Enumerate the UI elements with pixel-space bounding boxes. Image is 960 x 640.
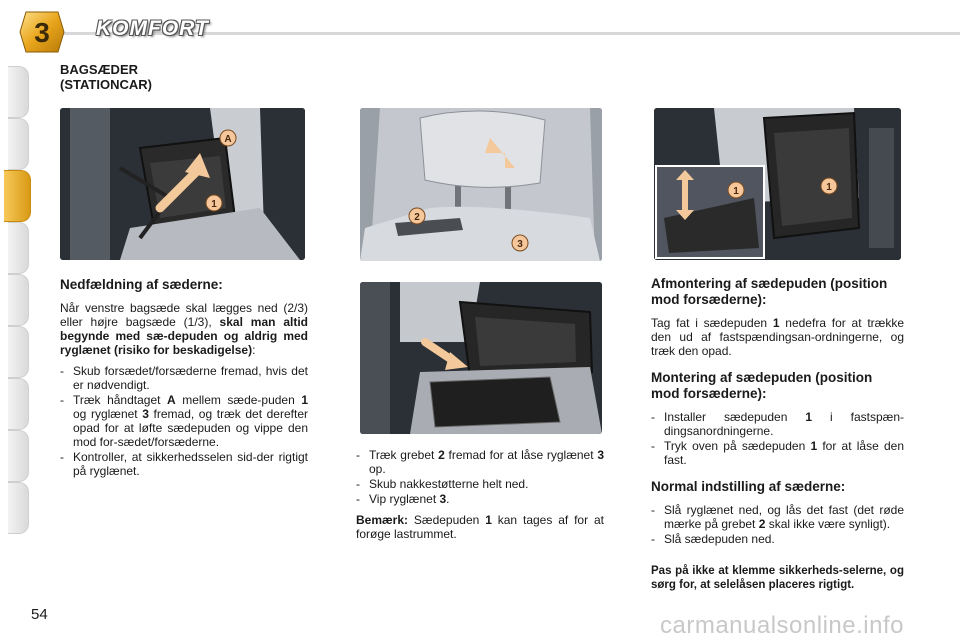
backrest-folded-illustration <box>360 282 602 434</box>
bold-ref: A <box>167 393 176 407</box>
headrest-illustration <box>360 108 602 261</box>
bold-ref: 1 <box>805 410 813 424</box>
text: Tryk oven på sædepuden <box>664 439 811 453</box>
figure-headrest <box>360 108 602 261</box>
side-tab-1[interactable] <box>8 66 29 118</box>
text: Skub forsædet/forsæderne fremad, hvis det er nødvendigt. <box>73 364 308 392</box>
list-item <box>356 477 604 491</box>
callout-label: 1 <box>733 186 739 197</box>
text: Tag fat i sædepuden <box>651 316 773 330</box>
bold-ref: 1 <box>810 439 818 453</box>
bold-ref: 1 <box>301 393 308 407</box>
paragraph-cushion-removal <box>651 316 904 358</box>
side-tab-6[interactable] <box>8 326 29 378</box>
text: fremad for at låse ryglænet <box>444 448 598 462</box>
heading-normal-position: Normal indstilling af sæderne: <box>651 479 846 494</box>
column-backrest <box>356 448 604 548</box>
figure-cushion-removal <box>654 108 901 260</box>
heading-fold-down: Nedfældning af sæderne: <box>60 277 223 292</box>
dash: - <box>651 532 655 546</box>
heading-cushion-removal: Afmontering af sædepuden (position mod forsæderne): <box>651 276 888 307</box>
bold-ref: 3 <box>142 407 149 421</box>
chapter-number: 3 <box>34 17 50 48</box>
page-header <box>0 0 960 52</box>
side-tab-9[interactable] <box>8 482 29 534</box>
column-cushion <box>651 276 904 599</box>
text: Træk grebet <box>369 448 439 462</box>
dash: - <box>356 477 360 491</box>
seat-fold-illustration <box>60 108 305 260</box>
text: mellem sæde-puden <box>175 393 302 407</box>
text: fremad, og træk det derefter opad for at løfte sædepuden og vippe den mod for-sædet/forsæderne. <box>73 407 308 449</box>
watermark: carmanualsonline.info <box>660 612 904 639</box>
section-title: BAGSÆDER (STATIONCAR) <box>60 62 152 92</box>
list-item <box>356 492 604 506</box>
callout-label: A <box>224 134 232 145</box>
callout-label: 1 <box>826 182 832 193</box>
text: Når venstre bagsæde skal lægges ned (2/3) eller højre bagsæde (1/3), <box>60 301 308 329</box>
dash: - <box>651 439 655 453</box>
side-tabs <box>0 66 32 576</box>
text: . <box>446 492 450 506</box>
dash: - <box>356 492 360 506</box>
list-backrest-steps <box>356 448 604 506</box>
dash: - <box>60 450 64 464</box>
text: Sædepuden <box>408 513 486 527</box>
page-number: 54 <box>31 606 48 623</box>
list-item <box>651 410 904 438</box>
bold-ref: 2 <box>438 448 445 462</box>
list-item <box>60 450 308 478</box>
list-fold-steps <box>60 364 308 478</box>
text: Skub nakkestøtterne helt ned. <box>369 477 529 491</box>
side-tab-active[interactable] <box>4 170 31 222</box>
text: Vip ryglænet <box>369 492 440 506</box>
list-item <box>356 448 604 476</box>
text: kan tages af for at forøge lastrummet. <box>356 513 604 541</box>
list-normal-steps <box>651 503 904 546</box>
text: Kontroller, at sikkerhedsselen sid-der rigtigt på ryglænet. <box>73 450 308 478</box>
list-item <box>60 393 308 449</box>
list-item <box>60 364 308 392</box>
text: op. <box>369 462 386 476</box>
list-item <box>651 439 904 467</box>
list-install-steps <box>651 410 904 467</box>
text: Slå ryglænet ned, og lås det fast (det røde mærke på grebet <box>664 503 904 531</box>
bold-ref: 1 <box>772 316 780 330</box>
callout-label: 3 <box>517 239 523 250</box>
column-fold-down <box>60 277 308 485</box>
list-item <box>651 532 904 546</box>
text: Installer sædepuden <box>664 410 806 424</box>
chapter-title: KOMFORT <box>96 17 209 40</box>
dash: - <box>651 410 655 424</box>
bold-ref: 3 <box>439 492 447 506</box>
heading-cushion-install: Montering af sædepuden (position mod forsæderne): <box>651 370 873 401</box>
bold-ref: 2 <box>758 517 766 531</box>
chapter-badge <box>18 8 66 56</box>
paragraph-note <box>356 513 604 541</box>
dash: - <box>651 503 655 517</box>
cushion-removal-illustration <box>654 108 901 260</box>
callout-label: 1 <box>211 199 217 210</box>
side-tab-7[interactable] <box>8 378 29 430</box>
note-label: Bemærk: <box>356 513 409 527</box>
text: skal ikke være synligt). <box>765 517 891 531</box>
dash: - <box>356 448 360 462</box>
text: og ryglænet <box>73 407 143 421</box>
text: i fastspæn-dingsanordningerne. <box>664 410 904 438</box>
text: for at låse den fast. <box>664 439 904 467</box>
text: : <box>252 343 256 357</box>
bold-ref: 1 <box>485 513 492 527</box>
list-item <box>651 503 904 531</box>
warning-seatbelts: Pas på ikke at klemme sikkerheds-selerne, og sørg for, at selelåsen placeres rigtigt. <box>651 565 904 591</box>
callout-label: 2 <box>414 212 420 223</box>
figure-seat-fold <box>60 108 305 260</box>
figure-backrest-folded <box>360 282 602 434</box>
side-tab-8[interactable] <box>8 430 29 482</box>
bold-ref: 3 <box>597 448 604 462</box>
side-tab-4[interactable] <box>8 222 29 274</box>
side-tab-2[interactable] <box>8 118 29 170</box>
dash: - <box>60 393 64 407</box>
text: nedefra for at trække den ud af fastspændingsan-ordningerne, og træk den opad. <box>651 316 904 358</box>
dash: - <box>60 364 64 378</box>
text: Slå sædepuden ned. <box>664 532 775 546</box>
paragraph-fold-intro <box>60 301 308 357</box>
side-tab-5[interactable] <box>8 274 29 326</box>
text: Træk håndtaget <box>73 393 167 407</box>
bold-warning: skal man altid begynde med sæ-depuden og aldrig med ryglænet (risiko for beskadigelse) <box>60 315 308 357</box>
